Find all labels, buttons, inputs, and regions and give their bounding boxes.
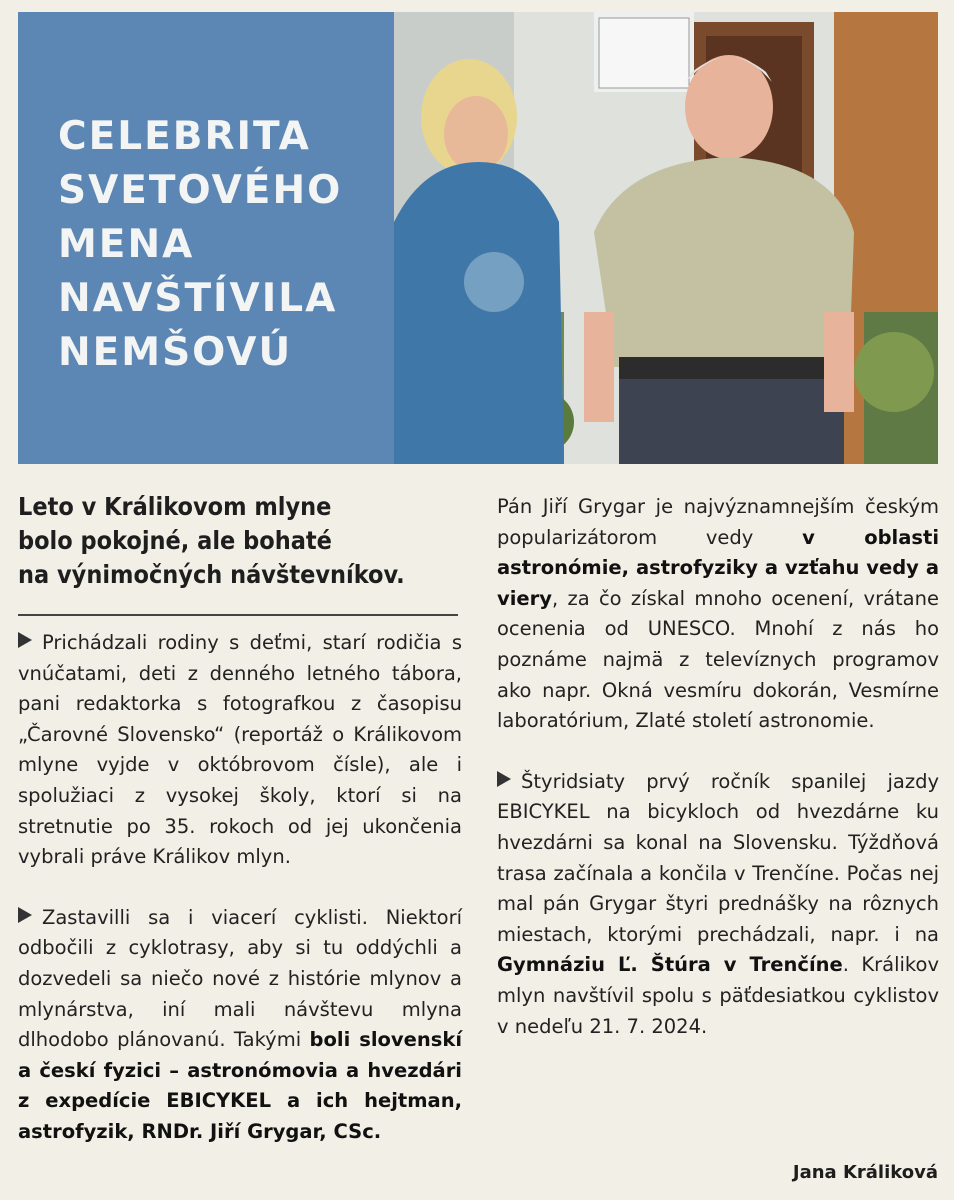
bullet-triangle-icon bbox=[497, 771, 511, 787]
paragraph-text: , za čo získal mnoho ocenení, vrátane ocenenia od UNESCO. Mnohí z nás ho poznáme najmä z televíznych programov ako napr. Okná vesmíru dokorán, Vesmírne laboratórium, Zlaté století astronomie. bbox=[497, 586, 939, 733]
paragraph-text: Štyridsiaty prvý ročník spanilej jazdy EBICYKEL na bicykloch od hvezdárne ku hvezdárni sa konal na Slovensku. Týždňová trasa začínala a končila v Trenčíne. Počas nej mal pán Grygar štyri prednášky na rôznych miestach, ktorými prechádzali, napr. i na bbox=[497, 769, 939, 946]
lead-divider bbox=[18, 614, 458, 616]
headline-line: NEMŠOVÚ bbox=[58, 330, 293, 375]
paragraph-text: Zastavilli sa i viacerí cyklisti. Niektorí odbočili z cyklotrasy, aby si tu oddýchli a dozvedeli sa niečo nové z histórie mlynov a mlynárstva, iní mali návštevu mlyna dlhodobo plánovanú. Takými bbox=[18, 905, 462, 1052]
lead-paragraph bbox=[18, 490, 458, 592]
body-paragraph bbox=[497, 492, 939, 737]
paragraph-text: Pán Jiří Grygar je najvýznamnejším českým popularizátorom vedy bbox=[497, 495, 939, 549]
paragraph-bold: Gymnáziu Ľ. Štúra v Trenčíne bbox=[497, 953, 843, 977]
paragraph-text: Prichádzali rodiny s deťmi, starí rodičia s vnúčatami, deti z denného letného tábora, pani redaktorka s fotografkou z časopisu „Čarovné Slovensko“ (reportáž o Králikovom mlyne vyjde v októbrovom čísle), ale i spolužiaci z vysokej školy, ktorí si na stretnutie po 35. rokoch od jej ukončenia vybrali práve Králikov mlyn. bbox=[18, 631, 462, 869]
lead-line: bolo pokojné, ale bohaté bbox=[18, 526, 332, 555]
author-byline: Jana Králiková bbox=[792, 1162, 938, 1183]
lead-line: na výnimočných návštevníkov. bbox=[18, 560, 405, 589]
right-column bbox=[497, 492, 939, 1072]
paragraph-text: . Králikov mlyn navštívil spolu s päťdesiatkou cyklistov v nedeľu 21. 7. 2024. bbox=[497, 953, 940, 1038]
paragraph-bold: boli slovenskí a českí fyzici – astronómovia a hvezdári z expedície EBICYKEL a ich hejtman, astrofyzik, RNDr. Jiří Grygar, CSc. bbox=[18, 1028, 463, 1143]
headline-line: SVETOVÉHO bbox=[58, 168, 343, 213]
headline-line: CELEBRITA bbox=[58, 114, 311, 159]
left-column bbox=[18, 628, 462, 1178]
lead-line: Leto v Králikovom mlyne bbox=[18, 492, 332, 521]
body-paragraph bbox=[18, 628, 462, 873]
bullet-triangle-icon bbox=[18, 907, 32, 923]
headline-line: MENA bbox=[58, 222, 195, 267]
bullet-triangle-icon bbox=[18, 632, 32, 648]
body-paragraph bbox=[18, 903, 462, 1148]
body-paragraph bbox=[497, 767, 939, 1042]
article-photo bbox=[394, 12, 938, 464]
headline bbox=[58, 110, 342, 380]
headline-line: NAVŠTÍVILA bbox=[58, 276, 338, 321]
paragraph-bold: v oblasti astronómie, astrofyziky a vzťahu vedy a viery bbox=[497, 525, 940, 610]
